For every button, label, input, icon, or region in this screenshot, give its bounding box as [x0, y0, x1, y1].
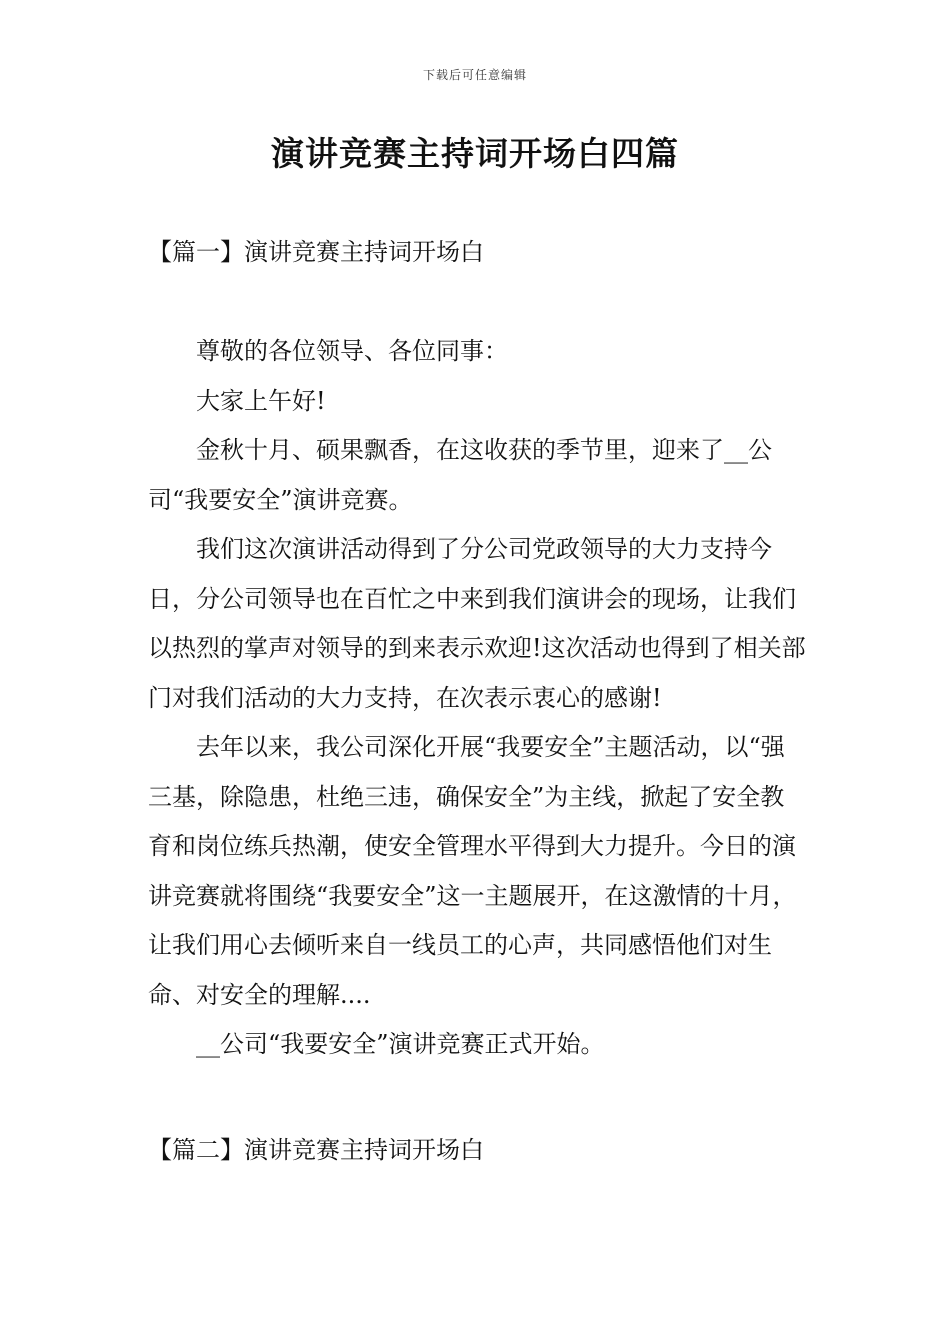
header-note: 下载后可任意编辑: [422, 68, 527, 82]
paragraph: 金秋十月、硕果飘香，在这收获的季节里，迎来了__公司“我要安全”演讲竞赛。: [148, 436, 772, 514]
paragraph: __公司“我要安全”演讲竞赛正式开始。: [196, 1030, 605, 1058]
page-title: 演讲竞赛主持词开场白四篇: [271, 134, 679, 173]
paragraph: 大家上午好!: [196, 386, 326, 415]
paragraph: 尊敬的各位领导、各位同事：: [196, 337, 508, 365]
paragraph: 我们这次演讲活动得到了分公司党政领导的大力支持今日，分公司领导也在百忙之中来到我们演讲会的现场，让我们以热烈的掌声对领导的到来表示欢迎!这次活动也得到了相关部门对我们活动的大力支持，在次表示衷心的感谢!: [148, 535, 806, 712]
section-1-body: [148, 327, 808, 1070]
paragraph: 去年以来，我公司深化开展“我要安全”主题活动，以“强三基，除隐患，杜绝三违，确保安全”为主线，掀起了安全教育和岗位练兵热潮，使安全管理水平得到大力提升。今日的演讲竞赛就将围绕“我要安全”这一主题展开，在这激情的十月，让我们用心去倾听来自一线员工的心声，共同感悟他们对生命、对安全的理解....: [148, 733, 797, 1009]
section-heading-1: 【篇一】演讲竞赛主持词开场白: [148, 238, 484, 266]
section-heading-2: 【篇二】演讲竞赛主持词开场白: [148, 1136, 484, 1164]
